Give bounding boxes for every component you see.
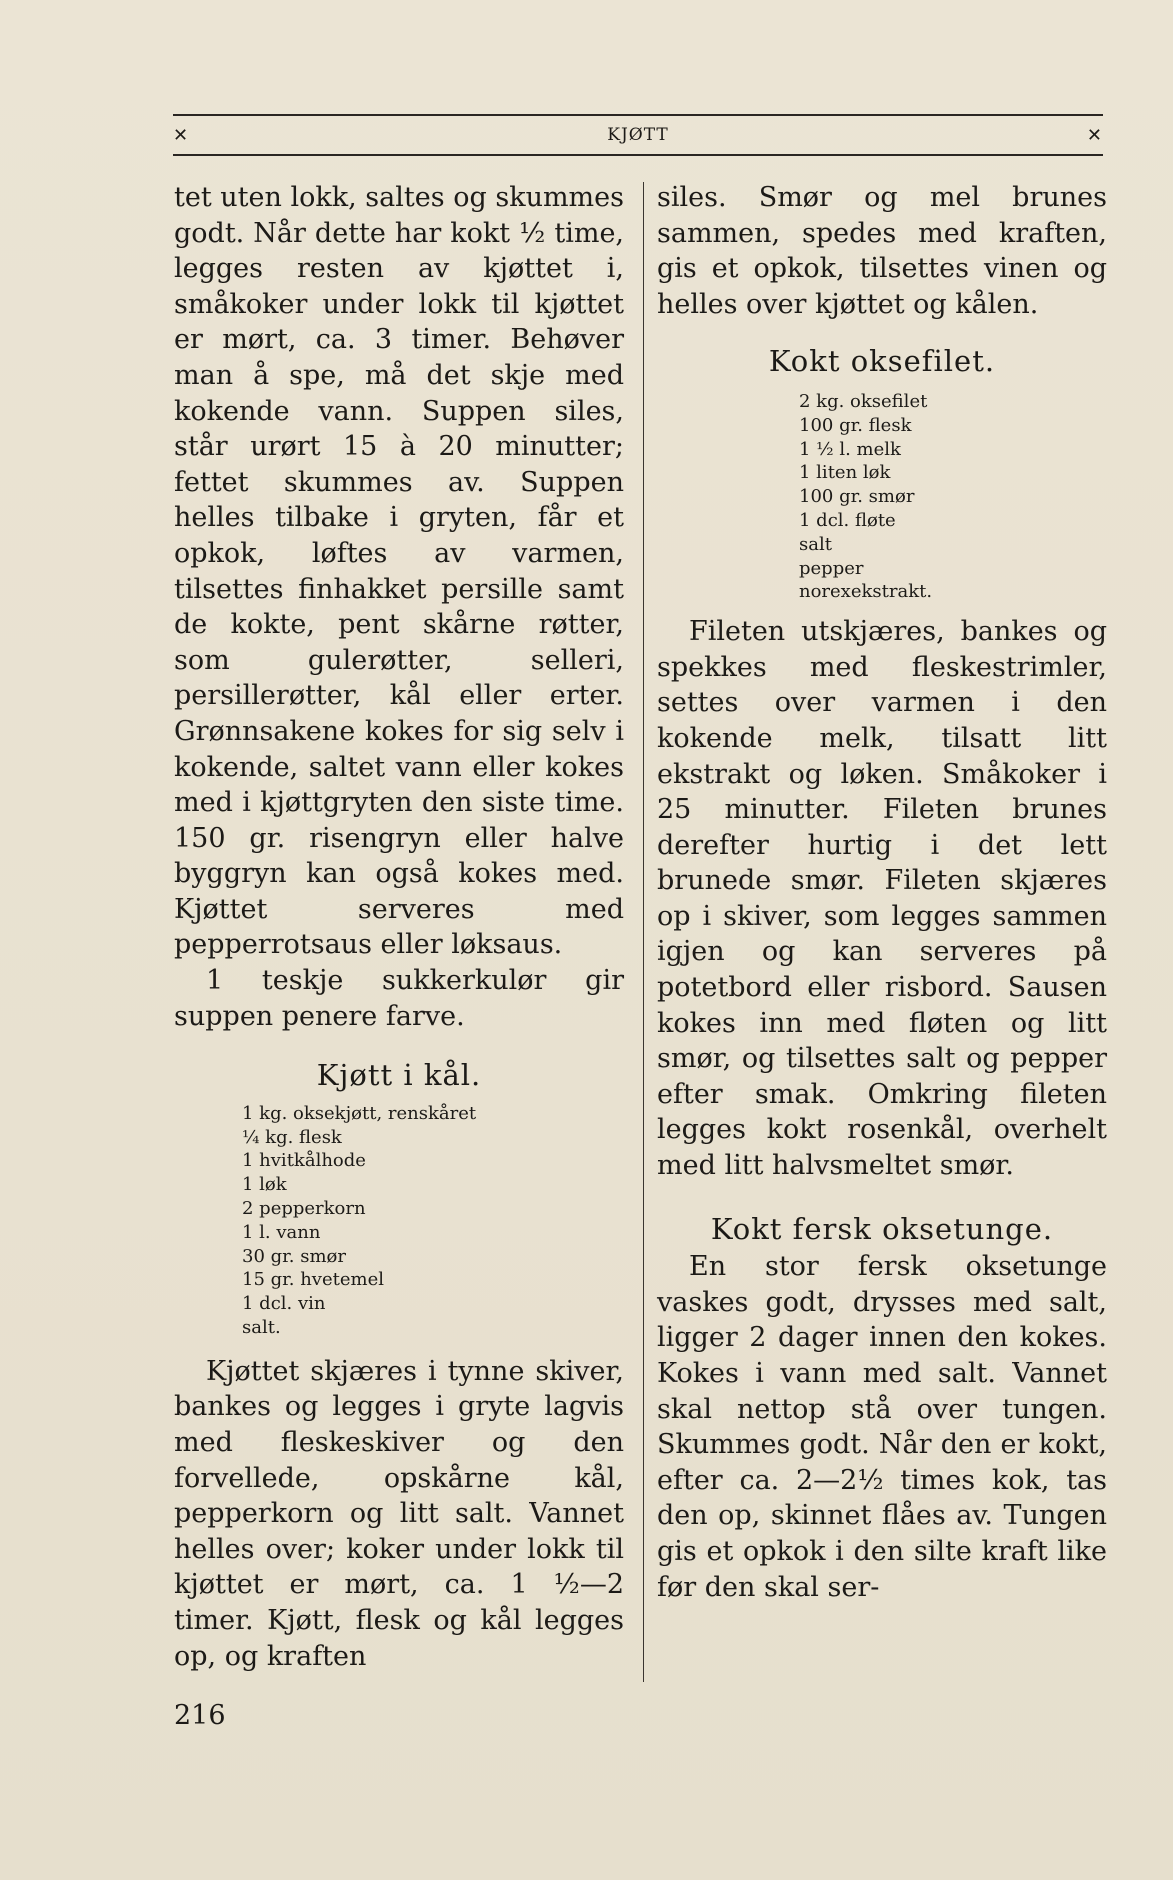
column-divider [643, 182, 644, 1682]
ingredient-item: 1 dcl. vin [242, 1293, 326, 1315]
recipe-title: Kokt oksefilet. [768, 344, 996, 379]
ingredient-item: 1 hvitkålhode [242, 1150, 366, 1172]
body-paragraph: Fileten utskjæres, bankes og spekkes med fleskestrimler, settes over varmen i den kokende melk, tilsatt litt ekstrakt og løken. Småkoker i 25 minutter. Fileten brunes derefter hurtig i det lett brunede smør. Fileten skjæres op i skiver, som legges sammen igjen og kan serveres på potetbord eller risbord. Sausen kokes inn med fløten og litt smør, og tilsettes salt og pepper efter smak. Omkring fileten legges kokt rosenkål, overhelt med litt halvsmeltet smør. [657, 616, 1107, 1182]
ingredient-item: 1 dcl. fløte [799, 509, 896, 531]
ingredient-item: 15 gr. hvetemel [242, 1269, 384, 1291]
ingredient-item: 1 kg. oksekjøtt, renskåret [242, 1102, 477, 1124]
ingredient-item: 2 kg. oksefilet [799, 390, 928, 412]
ingredient-item: ¼ kg. flesk [242, 1126, 342, 1148]
ingredient-item: 1 ½ l. melk [799, 438, 901, 460]
running-header [173, 114, 1103, 156]
ingredient-item: 2 pepperkorn [242, 1198, 366, 1220]
cross-ornament-icon: ✕ [1086, 124, 1103, 146]
recipe-title: Kjøtt i kål. [316, 1058, 482, 1093]
ingredient-item: 1 liten løk [799, 462, 891, 484]
ingredient-item: salt. [242, 1317, 281, 1339]
body-paragraph: siles. Smør og mel brunes sammen, spedes med kraften, gis et opkok, tilsettes vinen og helles over kjøttet og kålen. [657, 182, 1107, 320]
ingredient-item: pepper [799, 557, 864, 579]
ingredient-list [799, 390, 1107, 604]
ingredient-item: 100 gr. smør [799, 486, 915, 508]
chapter-title: KJØTT [607, 125, 669, 145]
ingredient-item: 100 gr. flesk [799, 414, 912, 436]
left-column [174, 180, 624, 1674]
ingredient-list [242, 1102, 624, 1340]
body-paragraph: Kjøttet skjæres i tynne skiver, bankes og legges i gryte lagvis med fleskeskiver og den forvellede, opskårne kål, pepperkorn og litt salt. Vannet helles over; koker under lokk til kjøttet er mørt, ca. 1 ½—2 timer. Kjøtt, flesk og kål legges op, og kraften [174, 1355, 624, 1672]
body-paragraph: En stor fersk oksetunge vaskes godt, drysses med salt, ligger 2 dager innen den kokes. Kokes i vann med salt. Vannet skal nettop stå over tungen. Skummes godt. Når den er kokt, efter ca. 2—2½ times kok, tas den op, skinnet flåes av. Tungen gis et opkok i den silte kraft like før den skal ser- [657, 1251, 1107, 1603]
ingredient-item: salt [799, 533, 832, 555]
page-number: 216 [174, 1700, 226, 1731]
ingredient-item: 1 løk [242, 1174, 287, 1196]
right-column [657, 180, 1107, 1605]
cross-ornament-icon: ✕ [173, 124, 190, 146]
body-paragraph: tet uten lokk, saltes og skummes godt. Når dette har kokt ½ time, legges resten av kjøttet i, småkoker under lokk til kjøttet er mørt, ca. 3 timer. Behøver man å spe, må det skje med kokende vann. Suppen siles, står urørt 15 à 20 minutter; fettet skummes av. Suppen helles tilbake i gryten, får et opkok, løftes av varmen, tilsettes finhakket persille samt de kokte, pent skårne røtter, som gulerøtter, selleri, persillerøtter, kål eller erter. Grønnsakene kokes for sig selv i kokende, saltet vann eller kokes med i kjøttgryten den siste time. 150 gr. risengryn eller halve byggryn kan også kokes med. Kjøttet serveres med pepperrotsaus eller løksaus. [174, 182, 624, 961]
body-paragraph: 1 teskje sukkerkulør gir suppen penere farve. [174, 965, 624, 1032]
ingredient-item: 30 gr. smør [242, 1245, 346, 1267]
recipe-title: Kokt fersk oksetunge. [710, 1211, 1054, 1246]
ingredient-item: 1 l. vann [242, 1221, 321, 1243]
ingredient-item: norexekstrakt. [799, 581, 933, 603]
